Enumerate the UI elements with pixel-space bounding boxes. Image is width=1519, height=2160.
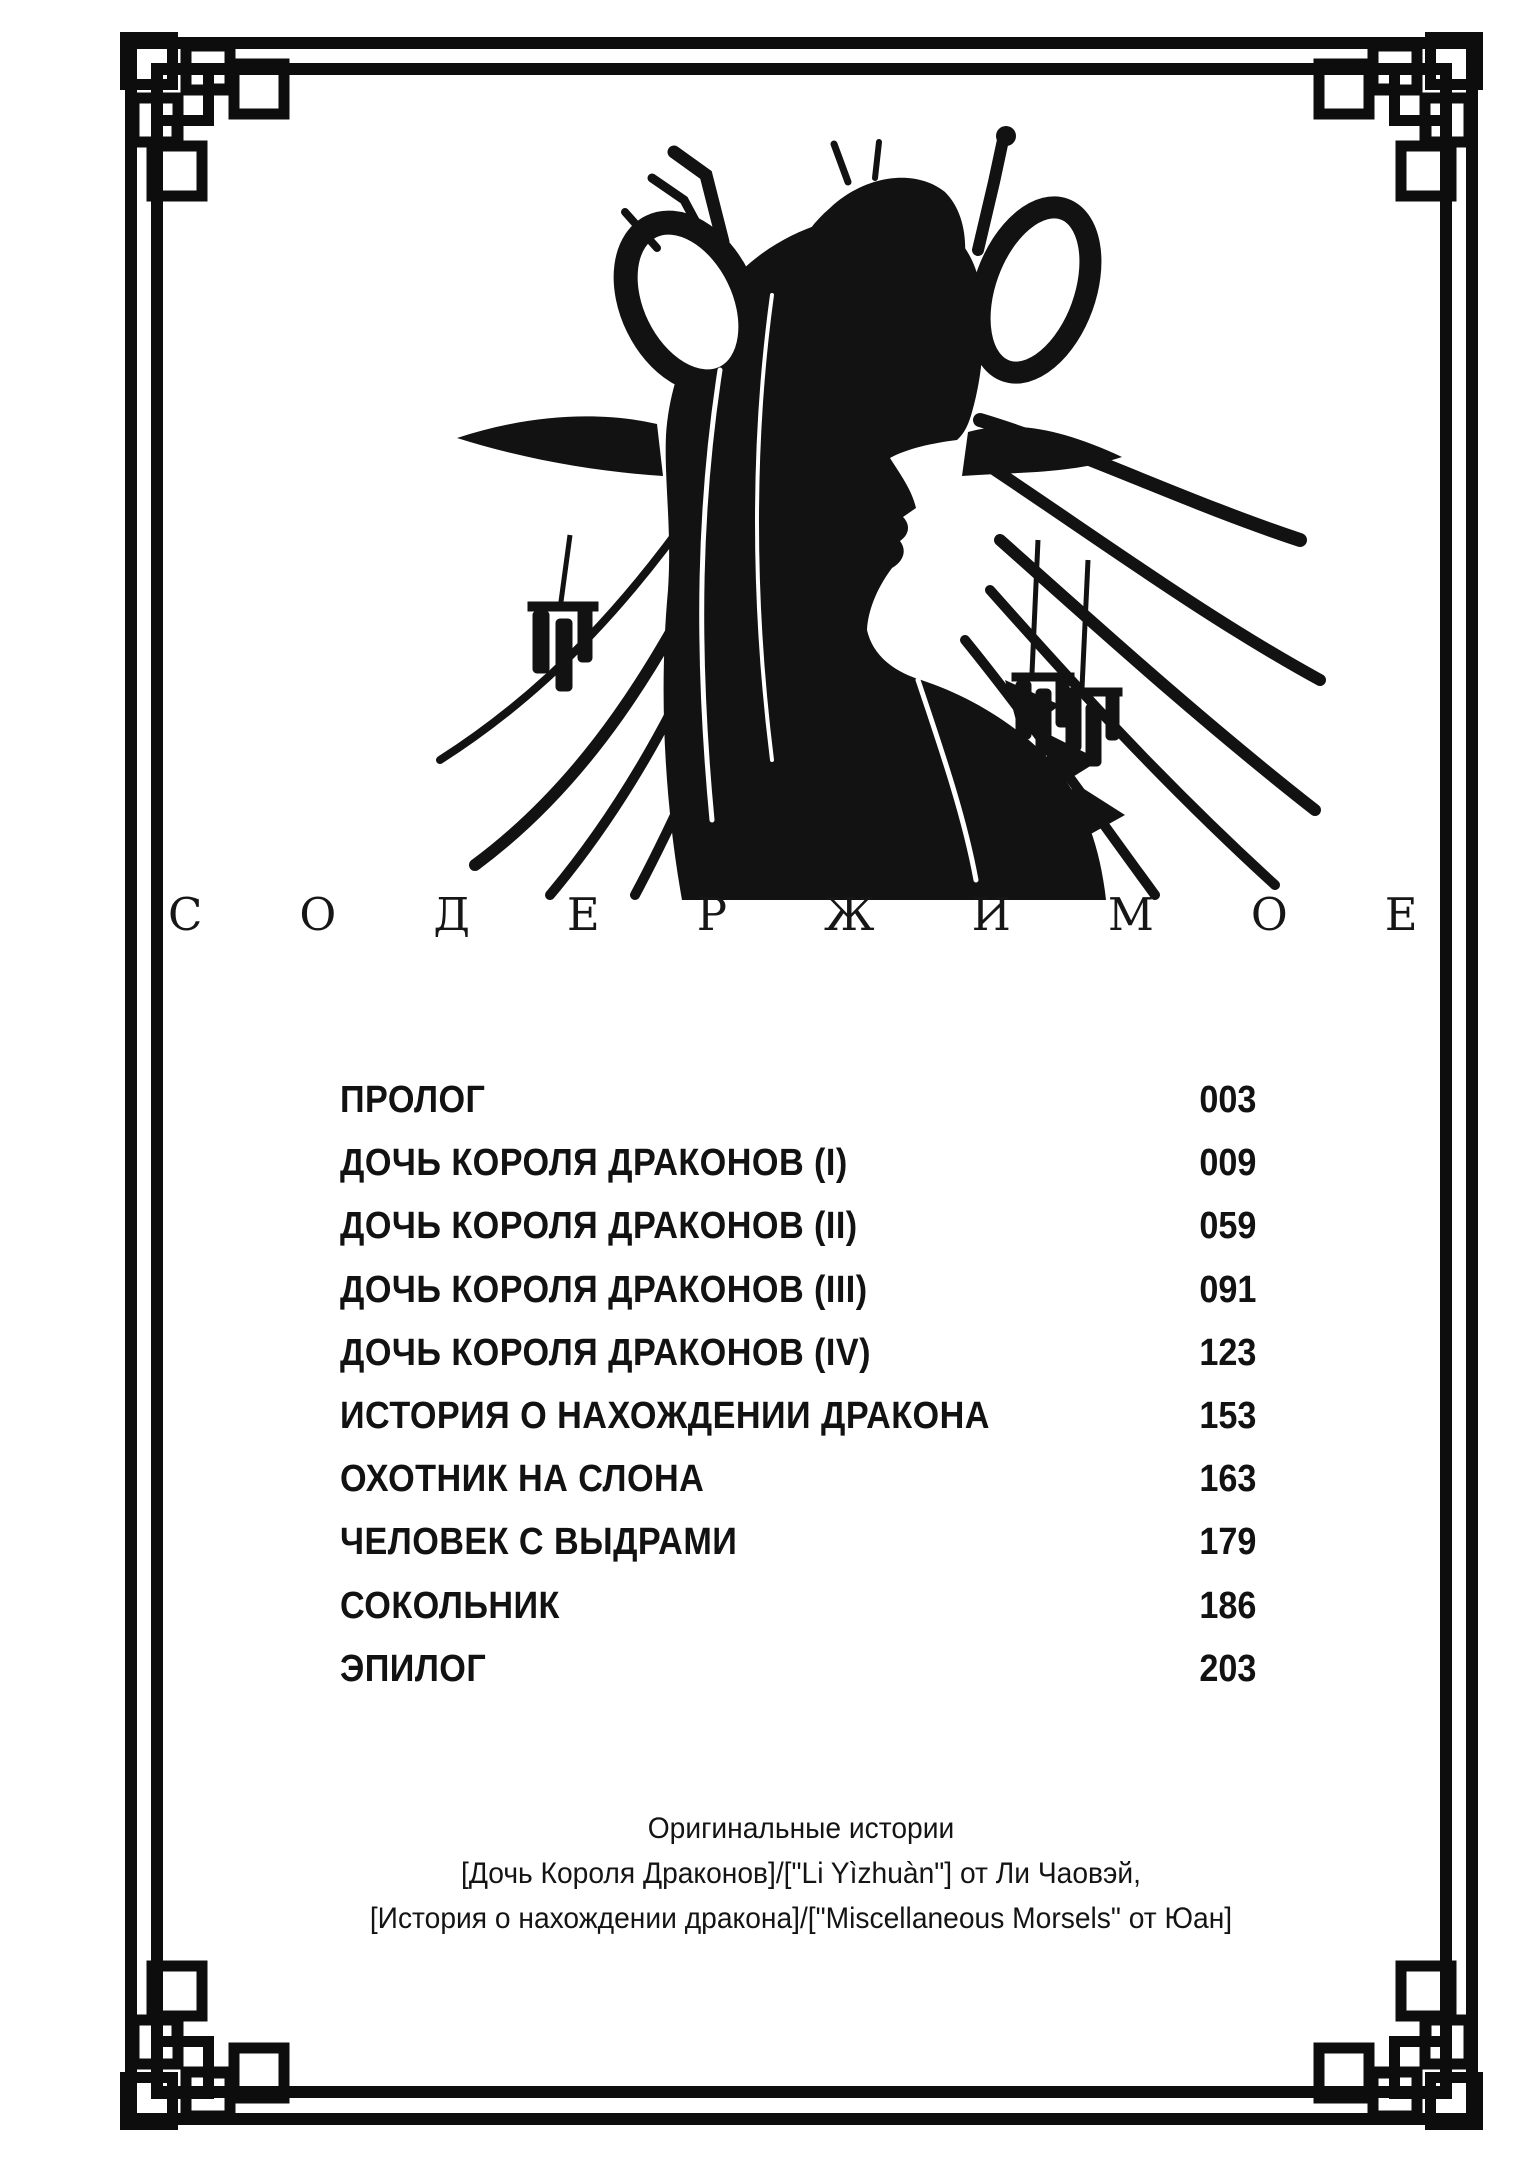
toc-entry	[340, 1132, 1256, 1195]
toc-entry	[340, 1638, 1256, 1701]
toc-entry-page: 153	[1198, 1395, 1256, 1438]
toc-entry-page: 163	[1198, 1458, 1256, 1501]
toc-entry-label: ПРОЛОГ	[340, 1079, 486, 1122]
toc-entry	[340, 1385, 1256, 1448]
toc-entry-page: 179	[1198, 1521, 1256, 1564]
toc-entry-page: 203	[1198, 1647, 1256, 1690]
woman-silhouette-illustration	[420, 120, 1340, 910]
credits	[157, 1806, 1445, 1941]
toc-entry-label: СОКОЛЬНИК	[340, 1584, 560, 1627]
toc-entry-page: 186	[1198, 1584, 1256, 1627]
toc-entry-label: ЧЕЛОВЕК С ВЫДРАМИ	[340, 1521, 738, 1564]
credits-line: Оригинальные истории	[647, 1812, 955, 1845]
toc-entry-page: 091	[1198, 1268, 1256, 1311]
table-of-contents	[340, 1069, 1256, 1701]
toc-entry-label: ДОЧЬ КОРОЛЯ ДРАКОНОВ (I)	[340, 1142, 848, 1185]
toc-entry	[340, 1322, 1256, 1385]
toc-entry	[340, 1575, 1256, 1638]
toc-entry-label: ДОЧЬ КОРОЛЯ ДРАКОНОВ (II)	[340, 1205, 858, 1248]
toc-entry-label: ОХОТНИК НА СЛОНА	[340, 1458, 705, 1501]
toc-entry-label: ЭПИЛОГ	[340, 1647, 487, 1690]
toc-entry-page: 009	[1198, 1142, 1256, 1185]
toc-entry	[340, 1195, 1256, 1258]
toc-entry-label: ДОЧЬ КОРОЛЯ ДРАКОНОВ (IV)	[340, 1331, 871, 1374]
toc-entry	[340, 1511, 1256, 1574]
credits-line: [История о нахождении дракона]/["Miscellaneous Morsels" от Юан]	[369, 1902, 1233, 1935]
toc-entry	[340, 1259, 1256, 1322]
toc-entry-label: ИСТОРИЯ О НАХОЖДЕНИИ ДРАКОНА	[340, 1395, 990, 1438]
toc-entry	[340, 1069, 1256, 1132]
credits-line: [Дочь Короля Драконов]/["Li Yìzhuàn"] от Ли Чаовэй,	[461, 1857, 1141, 1890]
toc-entry-page: 059	[1198, 1205, 1256, 1248]
toc-entry-page: 123	[1198, 1331, 1256, 1374]
toc-entry	[340, 1448, 1256, 1511]
toc-entry-label: ДОЧЬ КОРОЛЯ ДРАКОНОВ (III)	[340, 1268, 868, 1311]
toc-entry-page: 003	[1198, 1079, 1256, 1122]
contents-title: СОДЕРЖИМОЕ	[168, 888, 1515, 941]
